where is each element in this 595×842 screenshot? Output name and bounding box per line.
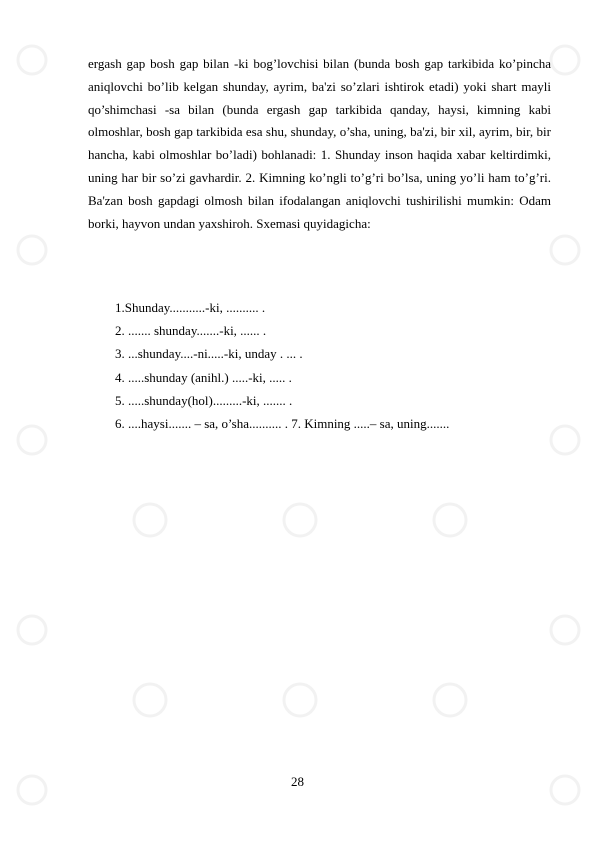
pattern-item-3: 3. ...shunday....-ni.....-ki, unday . ... . <box>115 345 303 361</box>
pattern-list-2 <box>115 367 555 435</box>
pattern-item-5: 5. .....shunday(hol).........-ki, ....... . <box>115 392 293 408</box>
pattern-item-6: 6. ....haysi....... – sa, o’sha.......... . 7. Kimning .....– sa, uning....... <box>115 415 450 431</box>
pattern-list-1 <box>115 297 555 365</box>
body-paragraph: ergash gap bosh gap bilan -ki bog’lovchisi bilan (bunda bosh gap tarkibida ko’pincha aniqlovchi bo’lib kelgan shunday, ayrim, ba'zi so’zlari ishtirok etadi) yoki shart mayli qo’shimchasi -sa bilan (bunda ergash gap tarkibida qanday, haysi, kimning kabi olmoshlar, bosh gap tarkibida esa shu, shunday, o’sha, uning, ba'zi, bir xil, ayrim, bir, bir hancha, kabi olmoshlar bo’ladi) bohlanadi: 1. Shunday inson haqida xabar keltirdimki, uning har bir so’zi gavhardir. 2. Kimning ko’ngli to’g’ri bo’lsa, uning yo’li ham to’g’ri. Ba'zan bosh gapdagi olmosh bilan ifodalangan aniqlovchi tushirilishi mumkin: Odam borki, hayvon undan yaxshiroh. Sxemasi quyidagicha: <box>88 56 551 231</box>
page-number: 28 <box>291 774 304 789</box>
pattern-item-4: 4. .....shunday (anihl.) .....-ki, ..... . <box>115 370 292 385</box>
pattern-item-1: 1.Shunday...........-ki, .......... . <box>115 300 266 315</box>
pattern-item-2: 2. ....... shunday.......-ki, ...... . <box>115 322 267 338</box>
